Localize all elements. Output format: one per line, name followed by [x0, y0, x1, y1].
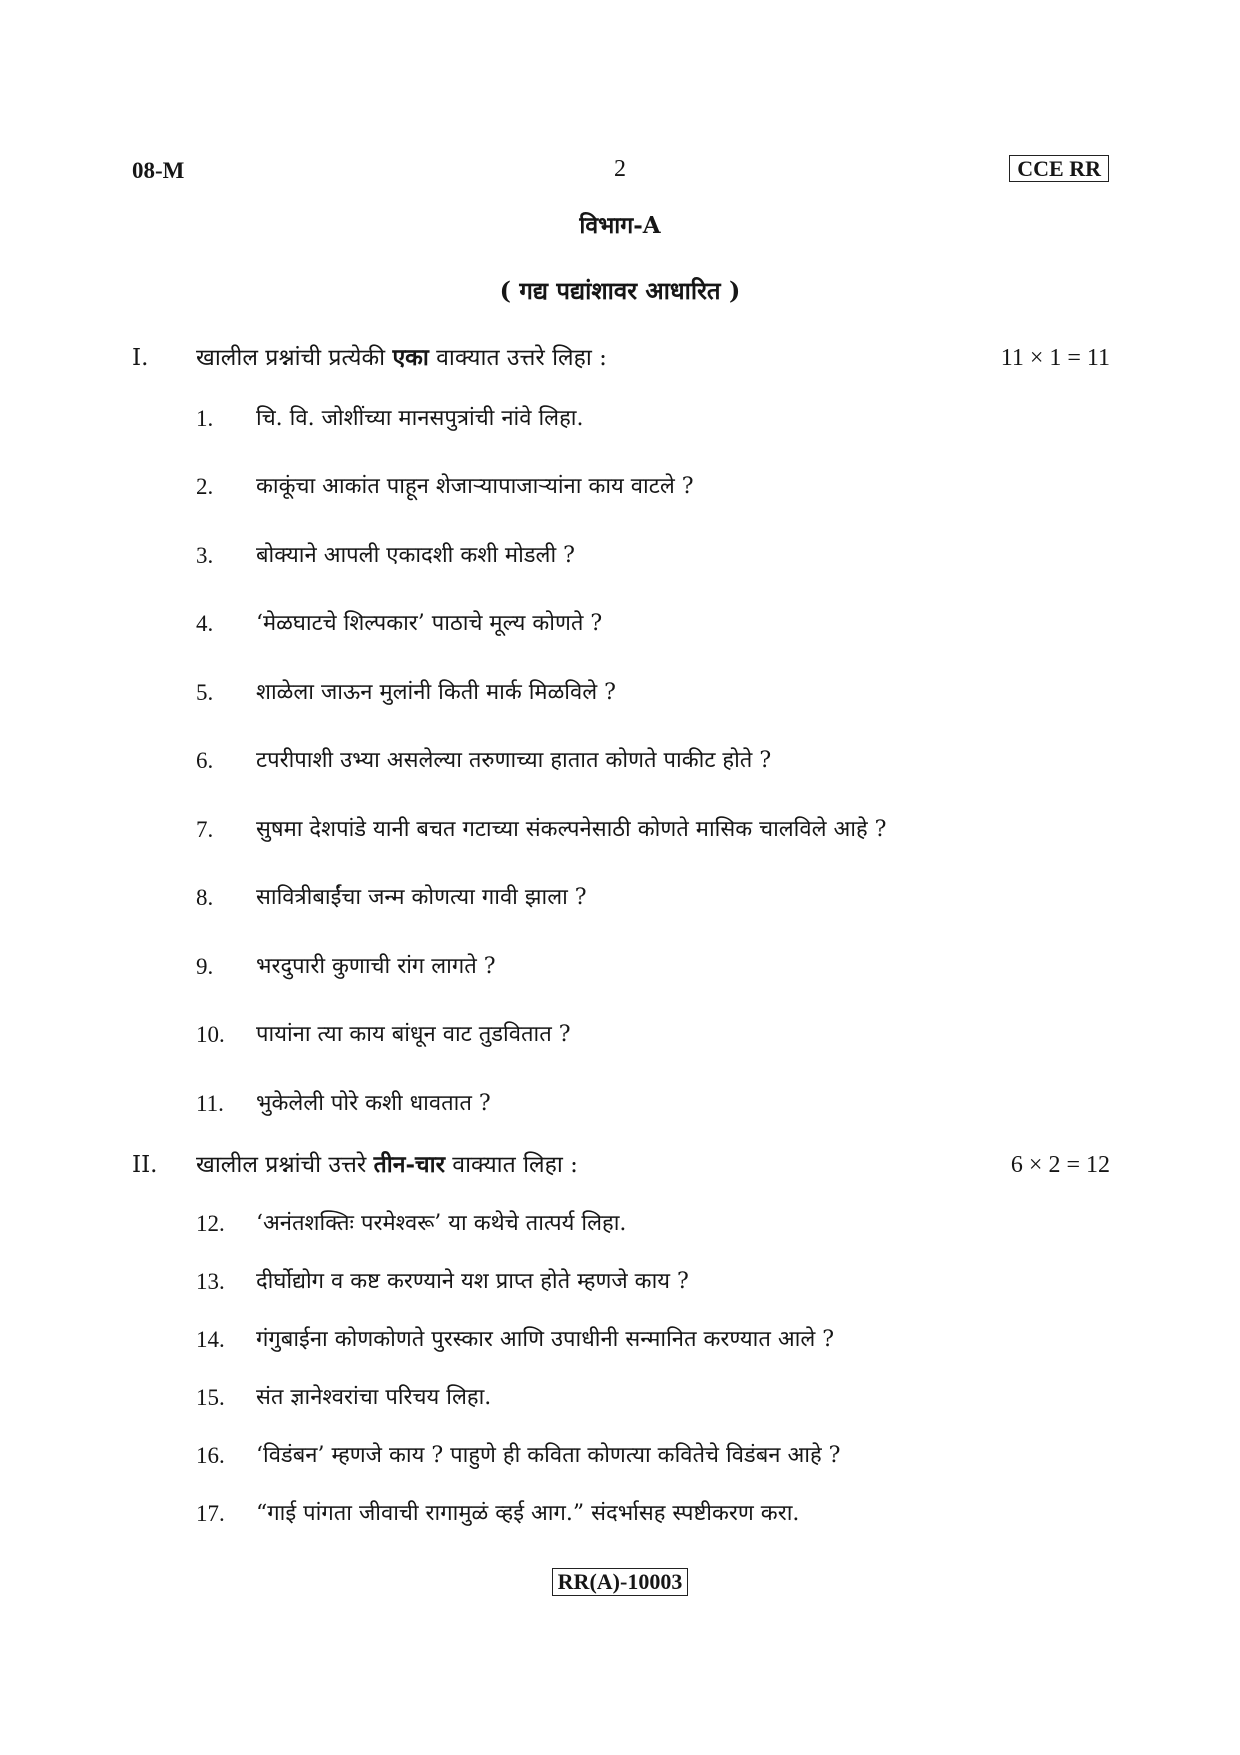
series-box: CCE RR [1009, 155, 1109, 182]
section-title: विभाग-A [579, 212, 661, 239]
question-number: 3. [196, 543, 214, 568]
paper-code: 08-M [132, 158, 185, 183]
question-number: 2. [196, 474, 214, 499]
question-text: भुकेलेली पोरे कशी धावतात ? [256, 1091, 491, 1116]
part1-instruction-bold: एका [392, 344, 429, 371]
question-number: 7. [196, 817, 214, 842]
question-number: 9. [196, 954, 214, 979]
question-text: चि. वि. जोशींच्या मानसपुत्रांची नांवे लिहा. [256, 406, 584, 431]
part1-instruction-text: खालील प्रश्नांची प्रत्येकी [196, 345, 393, 371]
question-number: 11. [196, 1091, 224, 1116]
question-text: ‘अनंतशक्तिः परमेश्वरू’ या कथेचे तात्पर्य लिहा. [256, 1211, 627, 1236]
section-subtitle: ( गद्य पद्यांशावर आधारित ) [499, 276, 741, 305]
part2-instruction [196, 1150, 578, 1180]
part1-roman: I. [132, 345, 149, 371]
question-text: “गाई पांगता जीवाची रागामुळं व्हई आग.” संदर्भासह स्पष्टीकरण करा. [256, 1501, 800, 1526]
question-number: 13. [196, 1269, 225, 1294]
question-number: 16. [196, 1443, 225, 1468]
footer [0, 1568, 1240, 1596]
footer-code-box: RR(A)-10003 [552, 1568, 689, 1596]
question-text: सुषमा देशपांडे यानी बचत गटाच्या संकल्पनेसाठी कोणते मासिक चालविले आहे ? [256, 817, 887, 842]
question-number: 10. [196, 1022, 225, 1047]
question-number: 5. [196, 680, 214, 705]
part2-instruction-text: खालील प्रश्नांची उत्तरे [196, 1152, 374, 1178]
question-text: बोक्याने आपली एकादशी कशी मोडली ? [256, 543, 575, 568]
question-number: 4. [196, 611, 214, 636]
part2-marks: 6 × 2 = 12 [1010, 1152, 1110, 1178]
question-text: भरदुपारी कुणाची रांग लागते ? [256, 954, 496, 979]
question-text: टपरीपाशी उभ्या असलेल्या तरुणाच्या हातात कोणते पाकीट होते ? [256, 748, 772, 773]
part2-roman: II. [132, 1152, 158, 1178]
question-number: 14. [196, 1327, 225, 1352]
part1-instruction-end: वाक्यात उत्तरे लिहा : [428, 345, 607, 371]
page-number: 2 [614, 156, 626, 182]
question-text: ‘मेळघाटचे शिल्पकार’ पाठाचे मूल्य कोणते ? [256, 611, 603, 636]
question-number: 6. [196, 748, 214, 773]
question-text: काकूंचा आकांत पाहून शेजाऱ्यापाजाऱ्यांना काय वाटले ? [256, 474, 694, 499]
part1-marks: 11 × 1 = 11 [1000, 345, 1110, 371]
question-number: 1. [196, 406, 214, 431]
question-number: 12. [196, 1211, 225, 1236]
part2-instruction-end: वाक्यात लिहा : [444, 1152, 578, 1178]
question-text: ‘विडंबन’ म्हणजे काय ? पाहुणे ही कविता कोणत्या कवितेचे विडंबन आहे ? [256, 1443, 841, 1468]
question-text: पायांना त्या काय बांधून वाट तुडवितात ? [256, 1022, 571, 1047]
part1-instruction [196, 343, 607, 373]
question-number: 17. [196, 1501, 225, 1526]
question-text: शाळेला जाऊन मुलांनी किती मार्क मिळविले ? [256, 680, 616, 705]
question-number: 8. [196, 885, 214, 910]
question-number: 15. [196, 1385, 225, 1410]
part2-instruction-bold: तीन-चार [373, 1151, 445, 1178]
question-text: गंगुबाईना कोणकोणते पुरस्कार आणि उपाधीनी सन्मानित करण्यात आले ? [256, 1327, 835, 1352]
question-text: संत ज्ञानेश्वरांचा परिचय लिहा. [256, 1385, 492, 1410]
question-text: सावित्रीबाईंचा जन्म कोणत्या गावी झाला ? [256, 885, 587, 910]
question-text: दीर्घोद्योग व कष्ट करण्याने यश प्राप्त होते म्हणजे काय ? [256, 1269, 689, 1294]
